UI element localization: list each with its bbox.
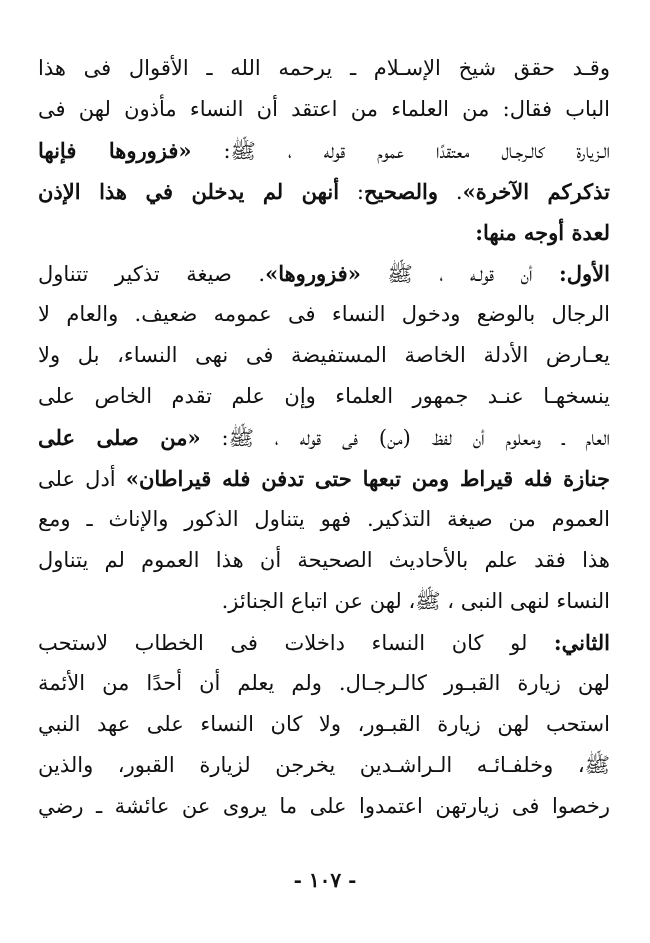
bold-text-segment: «فزوروها فإنها	[38, 138, 192, 163]
text-line	[38, 458, 610, 499]
text-segment: الباب فقال: من العلماء من اعتقد أن النساء مأذون لهن فى	[38, 97, 610, 121]
text-line	[38, 786, 610, 827]
text-segment: أدل على	[38, 467, 126, 491]
text-line	[38, 48, 610, 89]
bold-text-segment: أنهن لم يدخلن في هذا الإذن	[38, 179, 340, 204]
text-segment: :	[339, 180, 364, 204]
text-segment: لهن زيارة القبـور كالـرجـال. ولم يعلم أن أحدًا من الأئمة	[38, 671, 610, 695]
bold-text-segment: تذكركم الآخرة»	[462, 179, 610, 204]
text-segment: أن قولـه ، ﷺ	[360, 262, 560, 286]
text-line	[38, 499, 610, 540]
text-segment: لو كان النساء داخلات فى الخطاب لاستحب	[38, 631, 554, 655]
text-line	[38, 130, 610, 171]
text-line	[38, 540, 610, 581]
text-segment: العموم من صيغة التذكير. فهو يتناول الذكور والإناث ـ ومع	[38, 507, 610, 531]
text-segment: رخصوا فى زيارتهن اعتمدوا على ما يروى عن عائشة ـ رضي	[38, 794, 610, 818]
text-segment: النساء لنهى النبى ، ﷺ، لهن عن اتباع الجنائز.	[221, 589, 610, 613]
text-segment: وقـد حقق شيخ الإسـلام ـ يرحمه الله ـ الأقوال فى هذا	[38, 56, 610, 80]
text-segment: الرجال بالوضع ودخول النساء فى عمومه ضعيف. والعام لا	[38, 302, 610, 326]
text-line	[38, 376, 610, 417]
text-segment: العام ـ ومعلوم أن لفظ (من) فى قوله ، ﷺ:	[200, 426, 610, 450]
text-line	[38, 253, 610, 294]
text-segment: هذا فقد علم بالأحاديث الصحيحة أن هذا العموم لم يتناول	[38, 548, 610, 572]
text-line	[38, 212, 610, 253]
text-line	[38, 335, 610, 376]
text-segment: .	[438, 180, 463, 204]
text-segment: الـزيارة كالـرجـال معتقدًا عموم قوله ، ﷺ:	[191, 139, 610, 163]
text-line	[38, 89, 610, 130]
text-line	[38, 745, 610, 786]
bold-text-segment: الثاني:	[553, 630, 610, 655]
text-segment: ﷺ، وخلفـائـه الـراشـدين يخرجن لزيارة القبور، والذين	[38, 753, 610, 777]
text-line	[38, 581, 610, 622]
text-line	[38, 417, 610, 458]
text-line	[38, 663, 610, 704]
text-segment: استحب لهن زيارة القبـور، ولا كان النساء على عهد النبي	[38, 712, 610, 736]
bold-text-segment: لعدة أوجه منها:	[475, 220, 610, 245]
text-line	[38, 622, 610, 663]
bold-text-segment: والصحيح	[363, 179, 439, 204]
text-line	[38, 704, 610, 745]
text-segment: ينسخهـا عنـد جمهور العلماء وإن علم تقدم الخاص على	[38, 384, 610, 408]
page-number: - ١٠٧ -	[293, 868, 357, 892]
bold-text-segment: «فزوروها»	[265, 261, 361, 286]
bold-text-segment: «من صلى على	[38, 425, 201, 450]
text-line	[38, 294, 610, 335]
bold-text-segment: جنازة فله قيراط ومن تبعها حتى تدفن فله قيراطان»	[125, 466, 610, 491]
text-segment: . صيغة تذكير تتناول	[38, 262, 266, 286]
document-body	[38, 48, 610, 827]
text-line	[38, 171, 610, 212]
bold-text-segment: الأول:	[559, 261, 610, 286]
text-segment: يعـارض الأدلة الخاصة المستفيضة فى نهى النساء، بل ولا	[38, 343, 610, 367]
